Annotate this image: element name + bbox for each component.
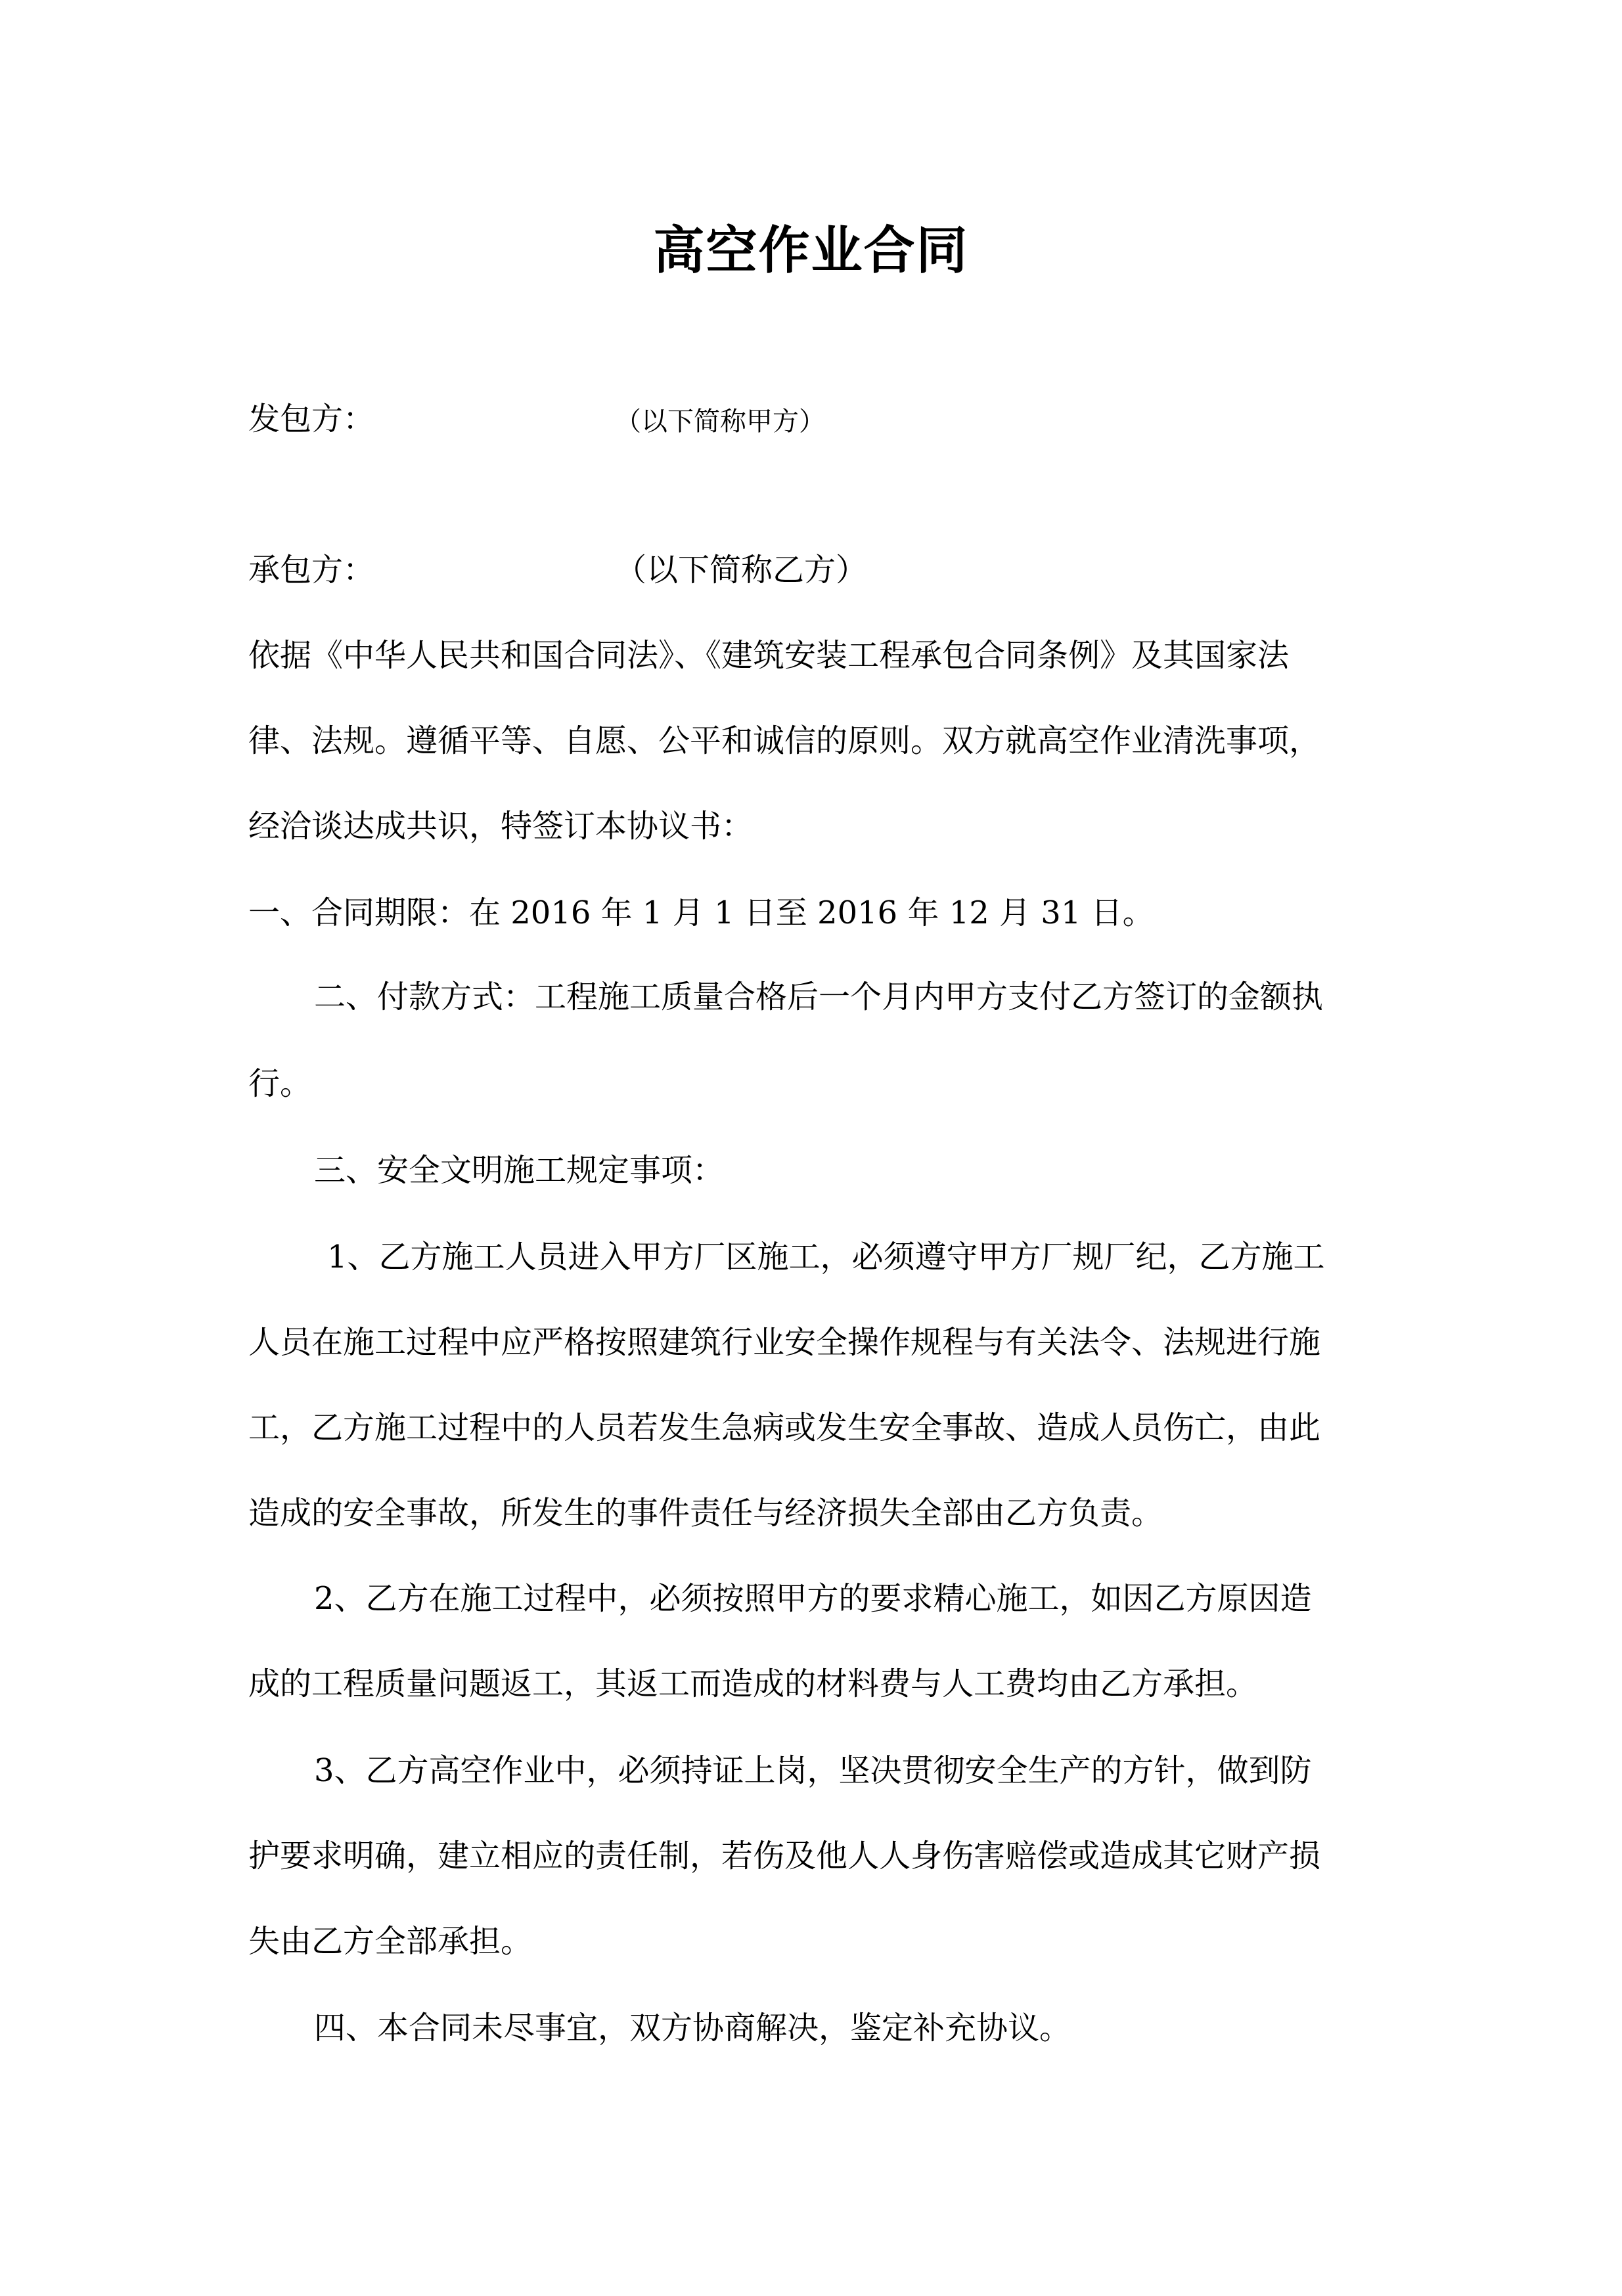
party-note: （以下简称甲方） xyxy=(615,407,825,437)
party-note: （以下简称乙方） xyxy=(615,552,868,588)
safety-item-1-line: 人员在施工过程中应严格按照建筑行业安全操作规程与有关法令、法规进行施 xyxy=(248,1324,1321,1361)
party-label: 承包方： xyxy=(248,552,375,588)
intro-line: 经洽谈达成共识，特签订本协议书： xyxy=(248,808,754,845)
intro-line: 依据《中华人民共和国合同法》、《建筑安装工程承包合同条例》及其国家法 xyxy=(248,637,1290,674)
safety-item-2-line: 2、乙方在施工过程中，必须按照甲方的要求精心施工，如因乙方原因造 xyxy=(314,1580,1312,1617)
clause-payment-line: 行。 xyxy=(248,1065,312,1102)
safety-item-3-line: 护要求明确，建立相应的责任制，若伤及他人人身伤害赔偿或造成其它财产损 xyxy=(248,1838,1321,1874)
safety-item-1-line: 1、乙方施工人员进入甲方厂区施工，必须遵守甲方厂规厂纪，乙方施工 xyxy=(327,1239,1325,1275)
safety-item-1-line: 工，乙方施工过程中的人员若发生急病或发生安全事故、造成人员伤亡，由此 xyxy=(248,1409,1321,1446)
safety-item-1-line: 造成的安全事故，所发生的事件责任与经济损失全部由乙方负责。 xyxy=(248,1495,1163,1532)
safety-item-3-line: 3、乙方高空作业中，必须持证上岗，坚决贯彻安全生产的方针，做到防 xyxy=(314,1752,1312,1789)
clause-other-matters: 四、本合同未尽事宜，双方协商解决，鉴定补充协议。 xyxy=(314,2010,1071,2046)
clause-payment-line: 二、付款方式：工程施工质量合格后一个月内甲方支付乙方签订的金额执 xyxy=(314,979,1324,1015)
clause-term: 一、合同期限：在 2016 年 1 月 1 日至 2016 年 12 月 31 日。 xyxy=(248,894,1154,931)
intro-line: 律、法规。遵循平等、自愿、公平和诚信的原则。双方就高空作业清洗事项， xyxy=(248,722,1321,759)
document-title: 高空作业合同 xyxy=(653,221,969,280)
clause-safety-heading: 三、安全文明施工规定事项： xyxy=(314,1152,725,1189)
safety-item-3-line: 失由乙方全部承担。 xyxy=(248,1923,533,1960)
safety-item-2-line: 成的工程质量问题返工，其返工而造成的材料费与人工费均由乙方承担。 xyxy=(248,1666,1258,1702)
party-label: 发包方： xyxy=(248,401,375,437)
